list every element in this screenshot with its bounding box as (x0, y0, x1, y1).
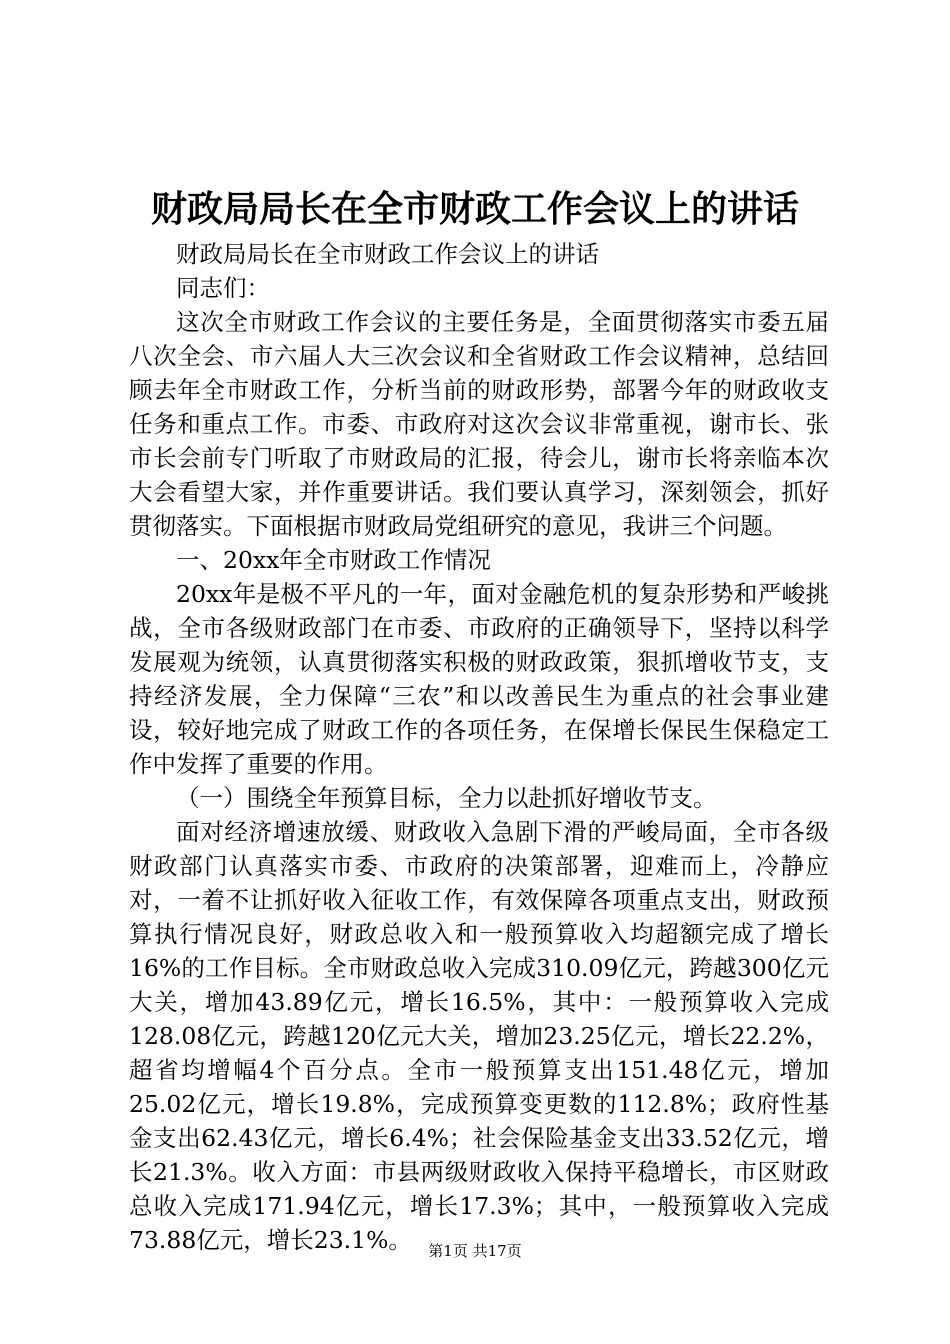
intro-paragraph: 这次全市财政工作会议的主要任务是，全面贯彻落实市委五届八次全会、市六届人大三次会议和全省财政工作会议精神，总结回顾去年全市财政工作，分析当前的财政形势，部署今年的财政收支任务和重点工作。市委、市政府对这次会议非常重视，谢市长、张市长会前专门听取了市财政局的汇报，待会儿，谢市长将亲临本次大会看望大家，并作重要讲话。我们要认真学习，深刻领会，抓好贯彻落实。下面根据市财政局党组研究的意见，我讲三个问题。 (129, 308, 829, 540)
body-paragraph: 面对经济增速放缓、财政收入急剧下滑的严峻局面，全市各级财政部门认真落实市委、市政府的决策部署，迎难而上，冷静应对，一着不让抓好收入征收工作，有效保障各项重点支出，财政预算执行情况良好，财政总收入和一般预算收入均超额完成了增长16%的工作目标。全市财政总收入完成310.09亿元，跨越300亿元大关，增加43.89亿元，增长16.5%，其中：一般预算收入完成128.08亿元，跨越120亿元大关，增加23.25亿元，增长22.2%，超省均增幅4个百分点。全市一般预算支出151.48亿元，增加25.02亿元，增长19.8%，完成预算变更数的112.8%；政府性基金支出62.43亿元，增长6.4%；社会保险基金支出33.52亿元，增长21.3%。收入方面：市县两级财政收入保持平稳增长，市区财政总收入完成171.94亿元，增长17.3%；其中，一般预算收入完成73.88亿元，增长23.1%。 (129, 818, 829, 1254)
body-paragraph: 20xx年是极不平凡的一年，面对金融危机的复杂形势和严峻挑战，全市各级财政部门在市委、市政府的正确领导下，坚持以科学发展观为统领，认真贯彻落实积极的财政政策，狠抓增收节支，支持经济发展，全力保障“三农”和以改善民生为重点的社会事业建设，较好地完成了财政工作的各项任务，在保增长保民生保稳定工作中发挥了重要的作用。 (129, 580, 829, 778)
document-title: 财政局局长在全市财政工作会议上的讲话 (150, 188, 799, 230)
subsection-heading: （一）围绕全年预算目标，全力以赴抓好增收节支。 (176, 784, 717, 812)
section-heading: 一、20xx年全市财政工作情况 (176, 546, 491, 574)
salutation-paragraph: 同志们： (176, 274, 270, 302)
page-footer: 第1页 共17页 (428, 1242, 522, 1260)
document-body (129, 237, 829, 1257)
subtitle-paragraph: 财政局局长在全市财政工作会议上的讲话 (176, 240, 599, 268)
